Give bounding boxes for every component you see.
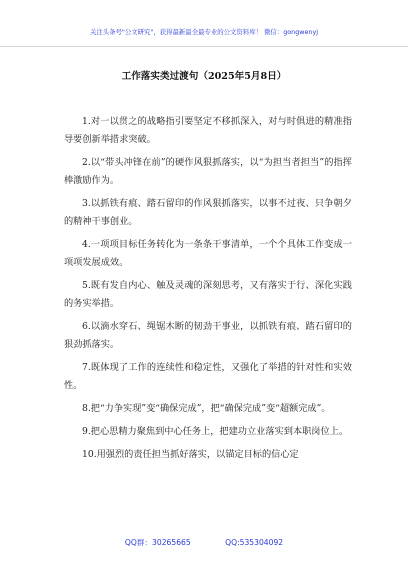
paragraph-8: 8.把“力争实现”变“确保完成”，把“确保完成”变“超额完成”。 [82, 403, 331, 414]
paragraph-10: 10.用强烈的责任担当抓好落实，以锚定目标的信心定 [82, 449, 299, 460]
document-title: 工作落实类过渡句（2025年5月8日） [121, 71, 287, 82]
header-divider [0, 46, 408, 47]
paragraph-6: 6.以滴水穿石、绳锯木断的韧劲干事业，以抓铁有痕、踏石留印的狠劲抓落实。 [64, 321, 352, 350]
paragraph-7: 7.既体现了工作的连续性和稳定性，又强化了举措的针对性和实效性。 [64, 362, 352, 391]
paragraph-2: 2.以“带头冲锋在前”的硬作风狠抓落实，以“为担当者担当”的指挥棒激励作为。 [64, 157, 352, 186]
footer-qq-number: QQ:535304092 [225, 538, 284, 547]
document-body [64, 113, 352, 464]
footer [0, 537, 408, 548]
paragraph-1: 1.对一以贯之的战略指引要坚定不移抓深入，对与时俱进的精准指导要创新举措求突破。 [64, 116, 352, 145]
paragraph-4: 4.一项项目标任务转化为一条条干事清单，一个个具体工作变成一项项发展成效。 [64, 239, 352, 268]
header-note: 关注头条号"公文研究"，获得最新最全最专业的公文资料库！ 微信：gongwenyj [89, 28, 319, 36]
paragraph-5: 5.既有发自内心、触及灵魂的深刻思考，又有落实于行、深化实践的务实举措。 [64, 280, 352, 309]
footer-qq-group: QQ群：30265665 [124, 538, 191, 547]
paragraph-9: 9.把心思精力聚焦到中心任务上，把建功立业落实到本职岗位上。 [82, 426, 349, 437]
paragraph-3: 3.以抓铁有痕、踏石留印的作风狠抓落实，以事不过夜、只争朝夕的精神干事创业。 [64, 198, 352, 227]
